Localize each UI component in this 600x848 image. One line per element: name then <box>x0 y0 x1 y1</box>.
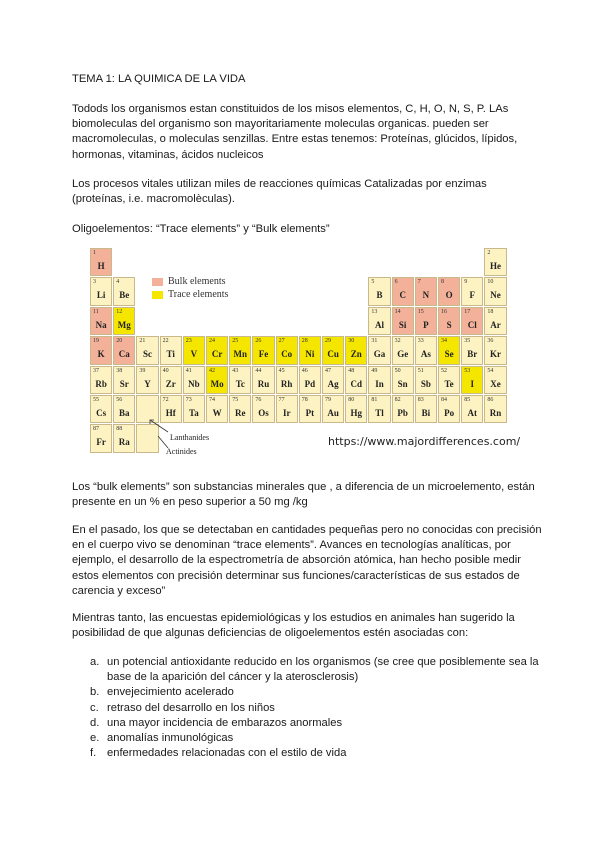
atomic-number: 37 <box>93 367 99 374</box>
atomic-number: 76 <box>255 397 262 403</box>
atomic-number: 35 <box>464 338 471 345</box>
element-symbol: In <box>375 378 384 389</box>
element-symbol: Zn <box>350 349 362 360</box>
element-Rh <box>276 366 298 394</box>
element-symbol: Se <box>444 349 454 360</box>
atomic-number: 73 <box>185 397 192 403</box>
atomic-number: 3 <box>93 279 96 286</box>
element-Cs <box>90 395 112 423</box>
element-symbol: Sb <box>420 378 431 389</box>
element-symbol: Po <box>444 408 455 418</box>
element-symbol: O <box>445 290 453 301</box>
trace-legend-label: Trace elements <box>168 289 229 300</box>
atomic-number: 24 <box>209 338 215 345</box>
atomic-number: 83 <box>417 397 424 403</box>
trace-legend-swatch <box>152 291 163 299</box>
element-Y <box>136 366 158 394</box>
element-Sn <box>392 366 414 394</box>
element-Pd <box>299 366 321 394</box>
element-Ge <box>392 336 414 364</box>
element-Cu <box>322 336 344 364</box>
atomic-number: 47 <box>325 367 331 374</box>
element-Ir <box>276 395 298 423</box>
list-item-text: envejecimiento acelerado <box>107 686 234 699</box>
deficiencies-list <box>90 655 540 761</box>
element-symbol: Hf <box>165 408 176 418</box>
atomic-number: 15 <box>417 308 424 315</box>
element-N <box>415 277 437 305</box>
element-Si <box>392 307 414 335</box>
atomic-number: 25 <box>232 338 239 345</box>
element-Mo <box>206 366 228 394</box>
element-symbol: Zr <box>165 378 176 389</box>
element-symbol: Be <box>119 290 130 301</box>
element-symbol: Y <box>144 378 151 389</box>
atomic-number: 38 <box>116 367 123 374</box>
element-Te <box>438 366 460 394</box>
element-Pb <box>392 395 414 423</box>
element-Xe <box>484 366 506 394</box>
paragraph-enzymes: Los procesos vitales utilizan miles de reacciones químicas Catalizadas por enzimas (proteínas, i.e. macromolèculas). <box>72 178 487 206</box>
atomic-number: 33 <box>417 338 424 345</box>
element-symbol: B <box>376 290 383 301</box>
element-symbol: Ra <box>118 437 130 448</box>
atomic-number: 10 <box>487 279 494 286</box>
element-Ca <box>113 336 135 364</box>
element-Hg <box>345 395 367 423</box>
atomic-number: 40 <box>162 367 169 374</box>
element-F <box>461 277 483 305</box>
atomic-number: 7 <box>417 279 421 286</box>
atomic-number: 74 <box>209 397 215 403</box>
list-item-text: una mayor incidencia de embarazos anormales <box>107 716 343 729</box>
atomic-number: 85 <box>464 397 471 403</box>
element-symbol: Ge <box>397 349 409 360</box>
atomic-number: 41 <box>185 367 192 374</box>
element-symbol: Mn <box>233 349 248 360</box>
atomic-number: 8 <box>441 279 444 286</box>
atomic-number: 32 <box>394 338 401 345</box>
atomic-number: 75 <box>232 397 239 403</box>
element-Zr <box>160 366 182 394</box>
arrow-actinides-icon <box>156 434 170 450</box>
element-Ba <box>113 395 135 423</box>
element-In <box>368 366 390 394</box>
element-symbol: Ga <box>373 349 386 360</box>
element-symbol: Os <box>258 408 269 418</box>
element-Bi <box>415 395 437 423</box>
periodic-table-figure <box>90 248 510 462</box>
element-symbol: K <box>97 349 105 360</box>
atomic-number: 55 <box>93 397 99 403</box>
element-He <box>484 248 506 276</box>
atomic-number: 21 <box>139 338 146 345</box>
list-item-text: retraso del desarrollo en los niños <box>107 701 275 714</box>
atomic-number: 12 <box>116 308 123 315</box>
atomic-number: 4 <box>116 279 120 286</box>
atomic-number: 31 <box>371 338 378 345</box>
atomic-number: 36 <box>487 338 494 345</box>
element-Ti <box>160 336 182 364</box>
element-symbol: Kr <box>489 349 501 360</box>
lanthanides-label: Lanthanides <box>170 433 210 442</box>
element-symbol: C <box>399 290 406 301</box>
atomic-number: 34 <box>441 338 447 345</box>
element-symbol: Li <box>96 290 106 301</box>
element-symbol: Al <box>374 319 384 330</box>
element-symbol: Co <box>281 349 293 360</box>
element-Be <box>113 277 135 305</box>
atomic-number: 50 <box>394 367 401 374</box>
element-Ne <box>484 277 506 305</box>
atomic-number: 51 <box>417 367 424 374</box>
element-Cd <box>345 366 367 394</box>
element-symbol: S <box>446 319 452 330</box>
atomic-number: 87 <box>93 426 99 433</box>
element-symbol: F <box>469 290 476 301</box>
atomic-number: 46 <box>301 367 308 374</box>
element-symbol: Cl <box>467 319 477 330</box>
element-symbol: Ag <box>327 378 339 389</box>
list-item <box>90 655 540 685</box>
list-marker: e. <box>90 732 100 745</box>
element-Al <box>368 307 390 335</box>
atomic-number: 44 <box>255 367 262 374</box>
element-Re <box>229 395 251 423</box>
element-Cr <box>206 336 228 364</box>
atomic-number: 11 <box>93 308 99 315</box>
atomic-number: 1 <box>93 250 96 256</box>
element-S <box>438 307 460 335</box>
list-marker: a. <box>90 656 100 668</box>
atomic-number: 48 <box>348 367 355 374</box>
element-symbol: Sn <box>397 378 408 389</box>
element-symbol: Tc <box>235 378 245 389</box>
paragraph-oligoelements: Oligoelementos: “Trace elements” y “Bulk elements” <box>72 223 330 235</box>
atomic-number: 28 <box>301 338 308 345</box>
element-Ga <box>368 336 390 364</box>
element-symbol: Pb <box>397 408 408 418</box>
element-Kr <box>484 336 506 364</box>
element-Mn <box>229 336 251 364</box>
list-marker: f. <box>90 747 97 760</box>
atomic-number: 6 <box>394 279 398 286</box>
element-symbol: Rn <box>489 408 502 418</box>
element-Ag <box>322 366 344 394</box>
element-Br <box>461 336 483 364</box>
element-Ar <box>484 307 506 335</box>
element-symbol: Ar <box>490 319 501 330</box>
element-symbol: Tl <box>375 408 384 418</box>
element-symbol: W <box>212 408 222 418</box>
element-symbol: Fe <box>258 349 269 360</box>
element-symbol: Ba <box>119 408 130 418</box>
atomic-number: 2 <box>487 250 491 256</box>
element-Fr <box>90 424 112 452</box>
element-symbol: Rh <box>280 378 293 389</box>
atomic-number: 84 <box>441 397 447 403</box>
element-symbol: Br <box>467 349 478 360</box>
element-W <box>206 395 228 423</box>
element-Co <box>276 336 298 364</box>
atomic-number: 79 <box>325 397 331 403</box>
element-K <box>90 336 112 364</box>
atomic-number: 72 <box>162 397 169 403</box>
element-C <box>392 277 414 305</box>
element-symbol: H <box>97 261 105 271</box>
element-Mg <box>113 307 135 335</box>
actinides-label: Actinides <box>166 447 197 456</box>
atomic-number: 27 <box>278 338 285 345</box>
element-symbol: Sr <box>119 378 129 389</box>
atomic-number: 16 <box>441 308 447 315</box>
atomic-number: 19 <box>93 338 99 345</box>
list-item-text: enfermedades relacionadas con el estilo de vida <box>107 747 347 760</box>
atomic-number: 45 <box>278 367 285 374</box>
element-symbol: As <box>420 349 431 360</box>
atomic-number: 54 <box>487 367 494 374</box>
atomic-number: 22 <box>162 338 169 345</box>
element-Rn <box>484 395 506 423</box>
page-title: TEMA 1: LA QUIMICA DE LA VIDA <box>72 73 246 85</box>
element-Cl <box>461 307 483 335</box>
element-symbol: He <box>489 261 501 271</box>
atomic-number: 77 <box>278 397 285 403</box>
element-symbol: Hg <box>350 408 363 418</box>
element-symbol: Mo <box>210 378 224 389</box>
atomic-number: 78 <box>301 397 308 403</box>
element-Li <box>90 277 112 305</box>
list-item <box>90 716 540 731</box>
bulk-legend-label: Bulk elements <box>168 276 226 287</box>
atomic-number: 86 <box>487 397 494 403</box>
element-symbol: Cd <box>350 378 363 389</box>
element-Na <box>90 307 112 335</box>
atomic-number: 80 <box>348 397 355 403</box>
element-symbol: V <box>190 349 198 360</box>
element-symbol: Mg <box>117 319 131 330</box>
element-Sr <box>113 366 135 394</box>
element-Fe <box>252 336 274 364</box>
list-marker: c. <box>90 701 99 714</box>
atomic-number: 43 <box>232 367 239 374</box>
atomic-number: 30 <box>348 338 355 345</box>
element-H <box>90 248 112 276</box>
element-Po <box>438 395 460 423</box>
bulk-legend-swatch <box>152 278 163 286</box>
atomic-number: 52 <box>441 367 447 374</box>
list-marker: b. <box>90 686 100 699</box>
list-item-text: un potencial antioxidante reducido en los organismos (se cree que posiblemente sea la base de la aparición del cáncer y la aterosclerosis) <box>107 656 539 684</box>
element-I <box>461 366 483 394</box>
element-symbol: Cr <box>211 349 223 360</box>
element-symbol: Ru <box>257 378 270 389</box>
list-item <box>90 746 540 761</box>
element-symbol: N <box>422 290 430 301</box>
element-symbol: Bi <box>421 408 431 418</box>
element-symbol: Pd <box>304 378 316 389</box>
source-url[interactable]: https://www.majordifferences.com/ <box>328 435 521 448</box>
atomic-number: 49 <box>371 367 378 374</box>
element-Au <box>322 395 344 423</box>
element-Ru <box>252 366 274 394</box>
element-Rb <box>90 366 112 394</box>
atomic-number: 81 <box>371 397 378 403</box>
element-B <box>368 277 390 305</box>
list-item-text: anomalías inmunológicas <box>107 732 234 745</box>
element-symbol: Xe <box>490 378 501 389</box>
element-Os <box>252 395 274 423</box>
atomic-number: 88 <box>116 426 123 433</box>
element-symbol: Ca <box>118 349 130 360</box>
element-Ni <box>299 336 321 364</box>
element-symbol: P <box>423 319 429 330</box>
element-Sc <box>136 336 158 364</box>
element-symbol: Ti <box>166 349 175 360</box>
atomic-number: 13 <box>371 308 378 315</box>
element-symbol: Ne <box>490 290 501 301</box>
element-symbol: Rb <box>95 378 107 389</box>
atomic-number: 26 <box>255 338 262 345</box>
atomic-number: 23 <box>185 338 192 345</box>
atomic-number: 5 <box>371 279 375 286</box>
atomic-number: 14 <box>394 308 401 315</box>
element-symbol: Na <box>95 319 107 330</box>
element-Se <box>438 336 460 364</box>
element-Sb <box>415 366 437 394</box>
paragraph-deficiencies: Mientras tanto, las encuestas epidemiológicas y los estudios en animales han sugerido la posibilidad de que algunas deficiencias de oligoelementos estén asociadas con: <box>72 612 515 640</box>
element-Ta <box>183 395 205 423</box>
element-symbol: I <box>470 378 475 389</box>
element-symbol: Ni <box>305 349 315 360</box>
list-item <box>90 685 540 700</box>
element-Tl <box>368 395 390 423</box>
paragraph-trace-elements: En el pasado, los que se detectaban en cantidades pequeñas pero no conocidas con precisión en el cuerpo vivo se denominan “trace elements”. Avances en tecnologías analíticas, por ejemplo, el desarrollo de la espectrometría de absorción atómica, han hecho posible medir estos elementos con precisión determinar sus funciones/características de sus estados de carencia y exceso” <box>72 524 542 597</box>
paragraph-bulk-elements: Los “bulk elements” son substancias minerales que , a diferencia de un microelemento, están presente en un % en peso superior a 50 mg /kg <box>72 481 535 509</box>
paragraph-biomolecules: Todods los organismos estan constituidos de los misos elementos, C, H, O, N, S, P. LAs biomoleculas del organismo son mayoritariamente moleculas organicas. pueden ser macromoleculas, o moleculas senzillas. Entre estas tenemos: Proteínas, glúcidos, lípidos, hormonas, vitaminas, ácidos nucleicos <box>72 103 518 161</box>
element-symbol: Sc <box>142 349 152 360</box>
element-symbol: Re <box>235 408 246 418</box>
element-V <box>183 336 205 364</box>
element-Tc <box>229 366 251 394</box>
element-Zn <box>345 336 367 364</box>
atomic-number: 18 <box>487 308 494 315</box>
atomic-number: 56 <box>116 397 123 403</box>
atomic-number: 82 <box>394 397 401 403</box>
list-item <box>90 731 540 746</box>
element-symbol: Fr <box>96 437 106 448</box>
element-symbol: Ir <box>282 408 291 418</box>
atomic-number: 29 <box>325 338 331 345</box>
element-As <box>415 336 437 364</box>
element-symbol: Nb <box>188 378 200 389</box>
element-Nb <box>183 366 205 394</box>
atomic-number: 20 <box>116 338 123 345</box>
element-symbol: Cs <box>96 408 107 418</box>
element-symbol: Te <box>444 378 454 389</box>
element-symbol: Si <box>398 319 407 330</box>
element-O <box>438 277 460 305</box>
list-marker: d. <box>90 716 100 729</box>
element-symbol: At <box>467 408 478 418</box>
atomic-number: 9 <box>464 279 468 286</box>
atomic-number: 42 <box>209 367 215 374</box>
element-symbol: Cu <box>327 349 339 360</box>
element-symbol: Ta <box>189 408 199 418</box>
atomic-number: 53 <box>464 367 471 374</box>
element-P <box>415 307 437 335</box>
list-item <box>90 701 540 716</box>
element-Pt <box>299 395 321 423</box>
atomic-number: 17 <box>464 308 471 315</box>
atomic-number: 39 <box>139 367 146 374</box>
element-At <box>461 395 483 423</box>
element-symbol: Pt <box>305 408 315 418</box>
element-symbol: Au <box>327 408 339 418</box>
element-Ra <box>113 424 135 452</box>
